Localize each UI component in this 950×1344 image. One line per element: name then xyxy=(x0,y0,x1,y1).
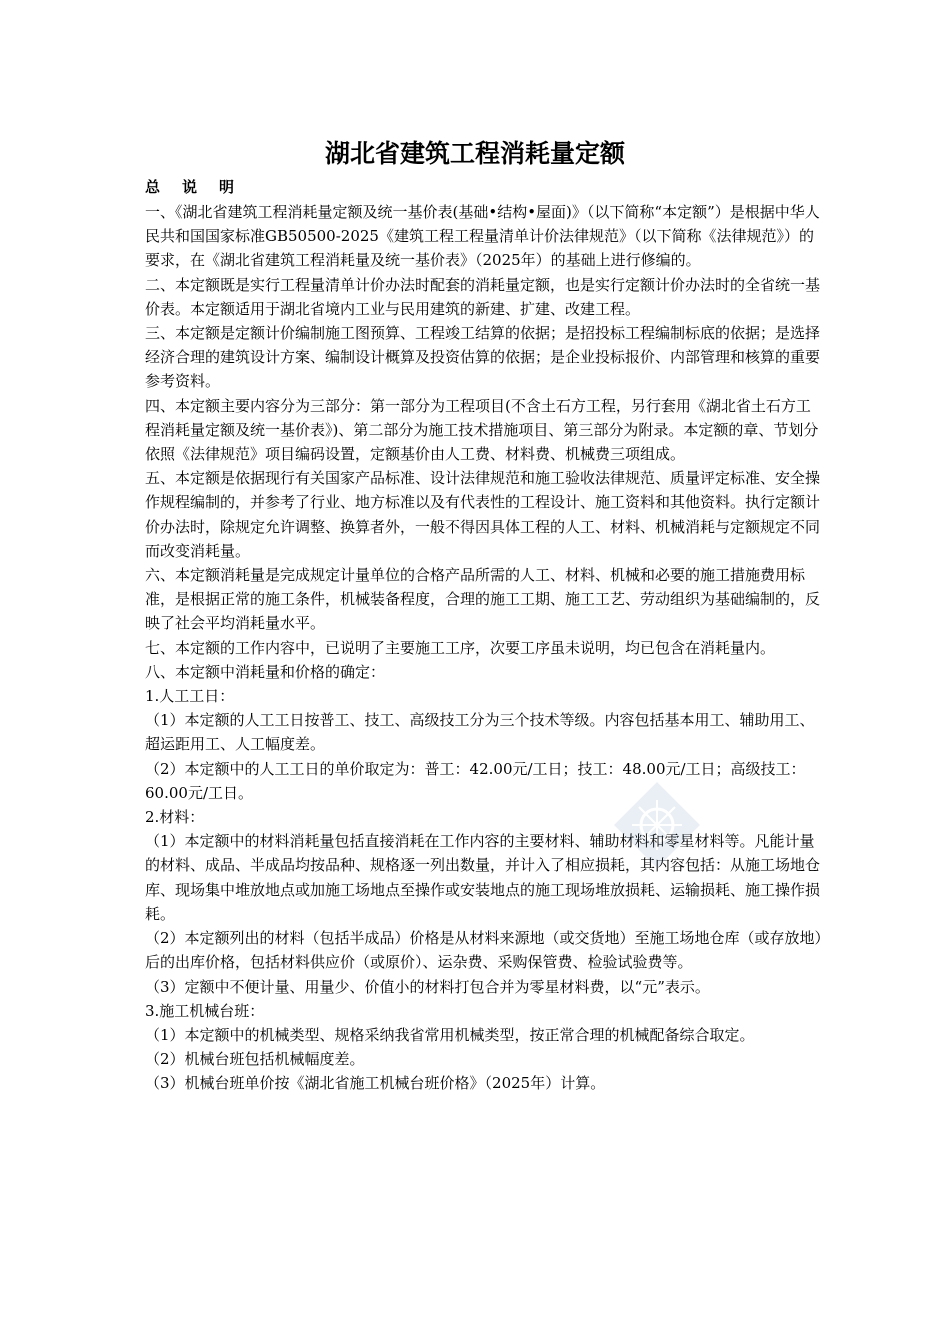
paragraph-8: 八、本定额中消耗量和价格的确定： xyxy=(145,662,386,681)
paragraph-labor-2: （2）本定额中的人工工日的单价取定为：普工：42.00元/工日；技工：48.00元/工日；高级技工：60.00元/工日。 xyxy=(145,759,806,802)
paragraph-6: 六、本定额消耗量是完成规定计量单位的合格产品所需的人工、材料、机械和必要的施工措施费用标准，是根据正常的施工条件，机械装备程度，合理的施工工期、施工工艺、劳动组织为基础编制的，反映了社会平均消耗量水平。 xyxy=(145,566,821,633)
watermark-icon xyxy=(612,780,702,870)
paragraph-materials-2: （2）本定额列出的材料（包括半成品）价格是从材料来源地（或交货地）至施工场地仓库（或存放地）后的出库价格，包括材料供应价（或原价）、运杂费、采购保管费、检验试验费等。 xyxy=(145,929,823,972)
paragraph-materials-3: （3）定额中不便计量、用量少、价值小的材料打包合并为零星材料费，以“元”表示。 xyxy=(145,977,710,996)
section-heading: 总说明 xyxy=(145,178,257,196)
paragraph-4: 四、本定额主要内容分为三部分：第一部分为工程项目(不含土石方工程，另行套用《湖北省土石方工程消耗量定额及统一基价表》)、第二部分为施工技术措施项目、第三部分为附录。本定额的章、节划分依照《法律规范》项目编码设置，定额基价由人工费、材料费、机械费三项组成。 xyxy=(145,396,819,464)
document-body xyxy=(145,200,825,1096)
subsection-materials: 2.材料： xyxy=(145,808,205,827)
paragraph-machinery-1: （1）本定额中的机械类型、规格采纳我省常用机械类型，按正常合理的机械配备综合取定。 xyxy=(145,1025,755,1044)
document-title: 湖北省建筑工程消耗量定额 xyxy=(324,139,625,168)
paragraph-labor-1: （1）本定额的人工工日按普工、技工、高级技工分为三个技术等级。内容包括基本用工、辅助用工、超运距用工、人工幅度差。 xyxy=(145,711,815,754)
subsection-labor: 1.人工工日： xyxy=(145,687,235,706)
paragraph-machinery-3: （3）机械台班单价按《湖北省施工机械台班价格》（2025年）计算。 xyxy=(145,1074,606,1093)
paragraph-machinery-2: （2）机械台班包括机械幅度差。 xyxy=(145,1050,365,1069)
paragraph-2: 二、本定额既是实行工程量清单计价办法时配套的消耗量定额，也是实行定额计价办法时的全省统一基价表。本定额适用于湖北省境内工业与民用建筑的新建、扩建、改建工程。 xyxy=(145,275,821,318)
paragraph-5: 五、本定额是依据现行有关国家产品标准、设计法律规范和施工验收法律规范、质量评定标准、安全操作规程编制的，并参考了行业、地方标准以及有代表性的工程设计、施工资料和其他资料。执行定额计价办法时，除规定允许调整、换算者外，一般不得因具体工程的人工、材料、机械消耗与定额规定不同而改变消耗量。 xyxy=(145,469,821,560)
paragraph-materials-1: （1）本定额中的材料消耗量包括直接消耗在工作内容的主要材料、辅助材料和零星材料等。凡能计量的材料、成品、半成品均按品种、规格逐一列出数量，并计入了相应损耗，其内容包括：从施工场地仓库、现场集中堆放地点或加施工场地点至操作或安装地点的施工现场堆放损耗、运输损耗、施工操作损耗。 xyxy=(145,832,821,923)
paragraph-1: 一、《湖北省建筑工程消耗量定额及统一基价表(基础•结构•屋面)》（以下简称“本定额”）是根据中华人民共和国国家标准GB50500-2025《建筑工程工程量清单计价法律规范》（以下简称《法律规范》）的要求，在《湖北省建筑工程消耗量及统一基价表》（2025年）的基础上进行修编的。 xyxy=(145,203,820,270)
paragraph-3: 三、本定额是定额计价编制施工图预算、工程竣工结算的依据；是招投标工程编制标底的依据；是选择经济合理的建筑设计方案、编制设计概算及投资估算的依据；是企业投标报价、内部管理和核算的重要参考资料。 xyxy=(145,324,821,391)
paragraph-7: 七、本定额的工作内容中，已说明了主要施工工序，次要工序虽未说明，均已包含在消耗量内。 xyxy=(145,638,776,657)
subsection-machinery: 3.施工机械台班： xyxy=(145,1001,265,1020)
